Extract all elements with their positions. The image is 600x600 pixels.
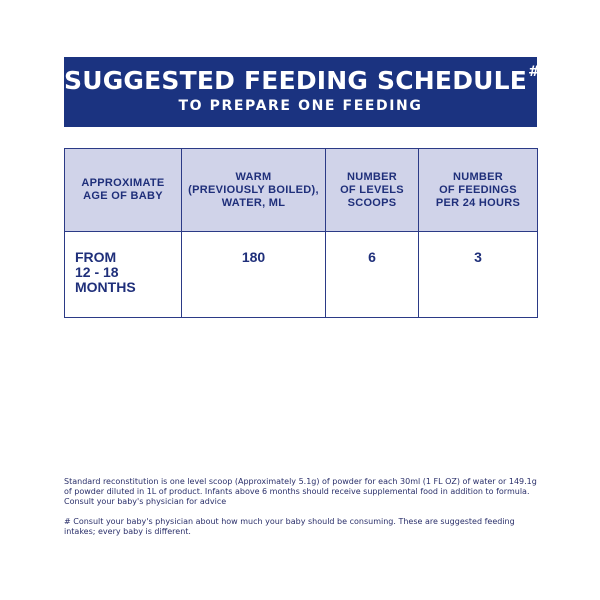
table-header-row: [65, 149, 538, 232]
header-scoops: NUMBER OF LEVELS SCOOPS: [326, 149, 419, 232]
header-feedings: NUMBER OF FEEDINGS PER 24 HOURS: [419, 149, 538, 232]
banner-title: [64, 64, 540, 95]
banner-title-mark: #: [528, 64, 540, 80]
cell-water: 180: [182, 232, 326, 318]
cell-age: FROM 12 - 18 MONTHS: [65, 232, 182, 318]
header-water: WARM (PREVIOUSLY BOILED), WATER, ML: [182, 149, 326, 232]
feeding-schedule-table: [64, 148, 538, 318]
table-row: [65, 232, 538, 318]
reconstitution-note: Standard reconstitution is one level scoop (Approximately 5.1g) of powder for each 30ml (1 FL OZ) of water or 149.1g of powder diluted in 1L of product. Infants above 6 months should receive supplemental food in addition to formula. Consult your baby's physician for advice: [64, 477, 537, 506]
footnote: # Consult your baby's physician about how much your baby should be consuming. These are suggested feeding intakes; every baby is different.: [64, 517, 515, 536]
notes-section: [64, 477, 539, 547]
cell-scoops: 6: [326, 232, 419, 318]
banner-title-text: SUGGESTED FEEDING SCHEDULE: [64, 66, 528, 95]
header-age: APPROXIMATE AGE OF BABY: [65, 149, 182, 232]
title-banner: [64, 57, 540, 127]
cell-feedings: 3: [419, 232, 538, 318]
banner-subtitle: TO PREPARE ONE FEEDING: [178, 98, 423, 114]
